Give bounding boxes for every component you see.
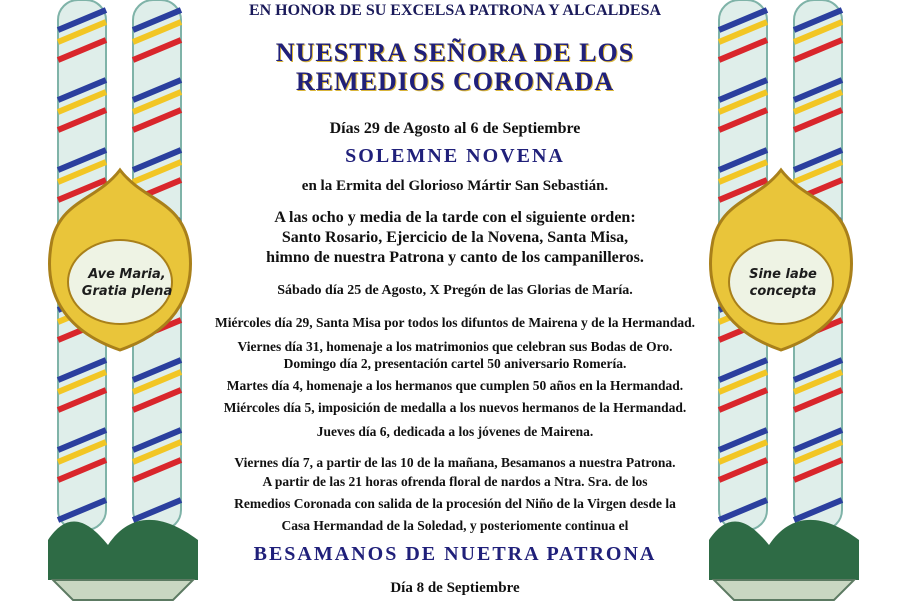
viernes-line: Remedios Coronada con salida de la procesión del Niño de la Virgen desde la — [234, 496, 676, 511]
right-medallion-text — [728, 266, 838, 300]
left-medallion-line2: Gratia plena — [81, 284, 173, 299]
pregon-line: Sábado día 25 de Agosto, X Pregón de las Glorias de María. — [277, 283, 633, 298]
viernes-line: Casa Hermandad de la Soledad, y posteriomente continua el — [281, 518, 629, 533]
header-dedication: EN HONOR DE SU EXCELSA PATRONA Y ALCALDESA — [248, 2, 662, 19]
event-line: Domingo día 2, presentación cartel 50 aniversario Romería. — [283, 356, 627, 371]
right-plant-urn — [709, 520, 859, 600]
novena-heading: SOLEMNE NOVENA — [345, 145, 565, 167]
event-line: Jueves día 6, dedicada a los jóvenes de Mairena. — [316, 424, 594, 439]
program-text — [200, 0, 710, 604]
left-medallion-text — [72, 266, 182, 300]
viernes-line: A partir de las 21 horas ofrenda floral de nardos a Ntra. Sra. de los — [262, 474, 648, 489]
viernes-line: Viernes día 7, a partir de las 10 de la mañana, Besamanos a nuestra Patrona. — [234, 455, 676, 470]
title-line-1: NUESTRA SEÑORA DE LOS — [275, 38, 635, 67]
novena-location: en la Ermita del Glorioso Mártir San Sebastián. — [301, 178, 609, 194]
right-medallion-line2: concepta — [749, 284, 817, 299]
event-line: Martes día 4, homenaje a los hermanos que cumplen 50 años en la Hermandad. — [226, 378, 684, 393]
novena-dates: Días 29 de Agosto al 6 de Septiembre — [329, 120, 581, 137]
event-line: Miércoles día 5, imposición de medalla a los nuevos hermanos de la Hermandad. — [223, 400, 687, 415]
right-medallion-line1: Sine labe — [749, 267, 817, 282]
left-plant-urn — [48, 520, 198, 600]
order-line-3: himno de nuestra Patrona y canto de los campanilleros. — [266, 249, 644, 266]
event-line: Viernes día 31, homenaje a los matrimonios que celebran sus Bodas de Oro. — [237, 339, 673, 354]
day-8-line: Día 8 de Septiembre — [390, 580, 520, 596]
order-line-1: A las ocho y media de la tarde con el siguiente orden: — [274, 209, 636, 226]
order-line-2: Santo Rosario, Ejercicio de la Novena, Santa Misa, — [281, 229, 629, 246]
left-medallion-line1: Ave Maria, — [88, 267, 166, 282]
left-floral-column — [48, 0, 198, 604]
title-line-2: REMEDIOS CORONADA — [295, 67, 615, 96]
besamanos-heading: BESAMANOS DE NUETRA PATRONA — [253, 543, 657, 565]
event-line: Miércoles día 29, Santa Misa por todos los difuntos de Mairena y de la Hermandad. — [214, 315, 696, 330]
right-floral-column — [709, 0, 859, 604]
